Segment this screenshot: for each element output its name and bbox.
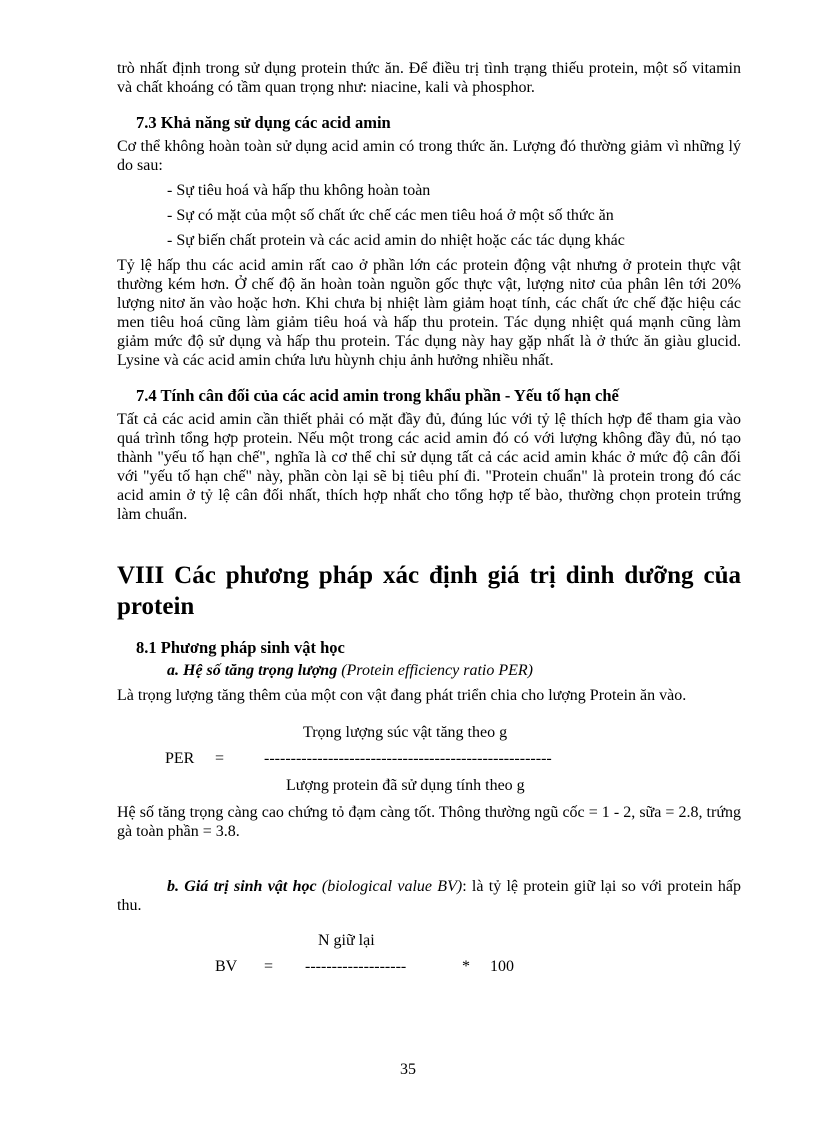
per-denominator: Lượng protein đã sử dụng tính theo g: [286, 777, 525, 794]
bv-times: *: [462, 958, 470, 975]
per-numerator: Trọng lượng súc vật tăng theo g: [303, 724, 508, 741]
subsection-a-english: (Protein efficiency ratio PER): [341, 662, 533, 679]
list-item: - Sự biến chất protein và các acid amin do nhiệt hoặc các tác dụng khác: [167, 232, 625, 249]
subsection-a-paragraph: Là trọng lượng tăng thêm của một con vật đang phát triển chia cho lượng Protein ăn vào.: [117, 687, 687, 704]
per-formula-line-row: [117, 749, 741, 768]
section-7-3-paragraph-2: Tỷ lệ hấp thu các acid amin rất cao ở phần lớn các protein động vật nhưng ở protein thực vật thường kém hơn. Ở chế độ ăn hoàn toàn nguồn gốc thực vật, lượng nitơ của phân lên tới 20% lượng nitơ ăn vào hoặc hơn. Khi chưa bị nhiệt làm giảm hoạt tính, các chất ức chế đặc hiệu các men tiêu hoá cũng làm giảm tiêu hoá và hấp thu protein. Tác dụng nhiệt quá mạnh cũng làm giảm mức độ sử dụng và hấp thu protein. Tác dụng này hay gặp nhất là ở thức ăn giàu glucid. Lysine và các acid amin chứa lưu hùynh chịu ảnh hưởng nhiều nhất.: [117, 257, 741, 369]
section-7-4-heading: 7.4 Tính cân đối của các acid amin trong khẩu phần - Yếu tố hạn chế: [136, 386, 619, 405]
bv-factor: 100: [490, 958, 514, 975]
bv-equals: =: [264, 958, 274, 975]
per-equals: =: [215, 750, 225, 767]
intro-paragraph: trò nhất định trong sử dụng protein thức ăn. Để điều trị tình trạng thiếu protein, một số vitamin và chất khoáng có tầm quan trọng như: niacine, kali và phosphor.: [117, 60, 741, 96]
subsection-b-title: b. Giá trị sinh vật học: [167, 878, 317, 895]
per-fraction-line: ------------------------------------------------------: [264, 750, 552, 767]
chapter-8-heading: VIII Các phương pháp xác định giá trị dinh dưỡng của protein: [117, 562, 741, 620]
bv-fraction-line: -------------------: [305, 958, 407, 975]
bv-numerator: N giữ lại: [318, 932, 375, 949]
section-7-3-paragraph: Cơ thể không hoàn toàn sử dụng acid amin có trong thức ăn. Lượng đó thường giảm vì những lý do sau:: [117, 138, 741, 174]
bv-formula-numerator-row: [117, 931, 741, 950]
section-8-1-heading: 8.1 Phương pháp sinh vật học: [136, 638, 345, 657]
subsection-b-rest: : là tỷ lệ protein giữ lại so với protein hấp thu.: [117, 878, 742, 914]
list-item: - Sự có mặt của một số chất ức chế các men tiêu hoá ở một số thức ăn: [167, 207, 614, 224]
per-note-paragraph: Hệ số tăng trọng càng cao chứng tỏ đạm càng tốt. Thông thường ngũ cốc = 1 - 2, sữa = 2.8, trứng gà toàn phần = 3.8.: [117, 804, 741, 840]
subsection-b-paragraph: [117, 877, 741, 915]
per-label: PER: [165, 750, 195, 767]
bv-formula-line-row: [117, 957, 741, 976]
subsection-a-title: a. Hệ số tăng trọng lượng: [167, 662, 338, 679]
section-7-3-heading: 7.3 Khả năng sử dụng các acid amin: [136, 113, 391, 132]
subsection-a-heading: [167, 661, 741, 680]
per-formula-numerator-row: [117, 723, 741, 742]
per-formula-denominator-row: [117, 776, 741, 795]
section-7-4-paragraph: Tất cả các acid amin cần thiết phải có mặt đầy đủ, đúng lúc với tỷ lệ thích hợp để tham gia vào quá trình tổng hợp protein. Nếu một trong các acid amin đó có với lượng không đầy đủ, nó tạo thành "yếu tố hạn chế", nghĩa là cơ thể chỉ sử dụng tất cả các acid amin khác ở mức độ cân đối với "yếu tố hạn chế" này, phần còn lại sẽ bị tiêu phí đi. "Protein chuẩn" là protein trong đó các acid amin ở tỷ lệ cân đối nhất, thích hợp nhất cho tổng hợp tế bào, thường chọn protein trứng làm chuẩn.: [117, 411, 741, 523]
bv-label: BV: [215, 958, 238, 975]
subsection-b-english: (biological value BV): [321, 878, 463, 895]
list-item: - Sự tiêu hoá và hấp thu không hoàn toàn: [167, 182, 431, 199]
page-number: 35: [400, 1061, 416, 1078]
document-page: [117, 59, 741, 976]
